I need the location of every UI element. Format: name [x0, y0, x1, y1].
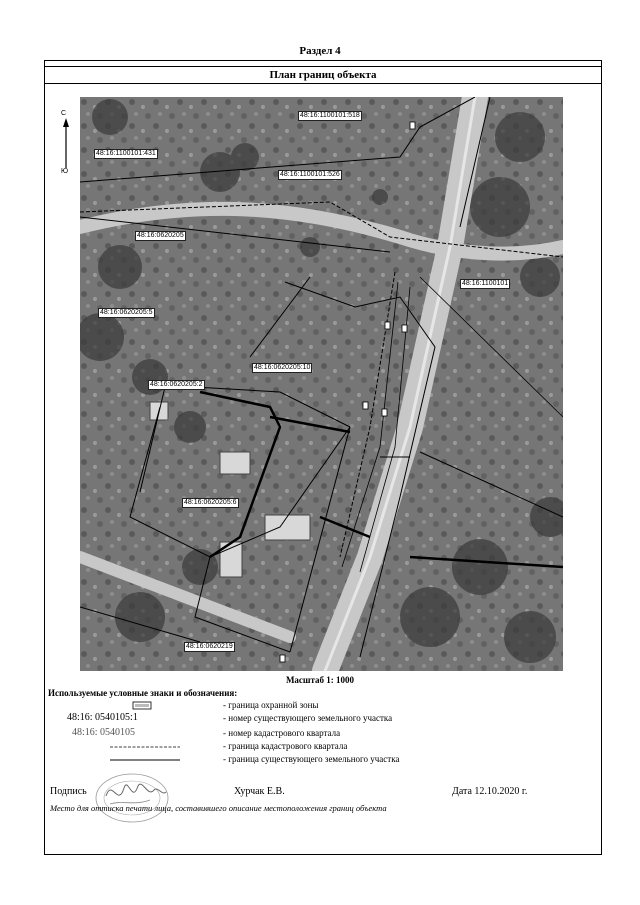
- land-plot-line-icon: [70, 754, 180, 766]
- legend-description: - номер кадастрового квартала: [223, 728, 341, 738]
- signature-stamp-icon: [88, 768, 176, 826]
- legend-description: - номер существующего земельного участка: [223, 713, 393, 723]
- plan-title: План границ объекта: [44, 66, 602, 84]
- aerial-map: [80, 97, 563, 671]
- map-label: 48:16:0620205:10: [254, 364, 311, 371]
- legend-symbol-text: 48:16: 0540105: [72, 727, 136, 738]
- cadastral-quarter-line-icon: [70, 741, 180, 753]
- map-label: 48:16:0620205:6: [184, 499, 237, 506]
- legend-description: - граница охранной зоны: [223, 700, 319, 710]
- stamp-place-note: Место для оттиска печати лица, составившего описание местоположения границ объекта: [50, 803, 387, 813]
- map-label: 48:16:0620205:5: [100, 309, 153, 316]
- map-label: 48:16:0620205: [137, 232, 184, 239]
- map-label: 48:16:1100101:526: [280, 171, 340, 178]
- signature-date: Дата 12.10.2020 г.: [452, 786, 528, 797]
- map-label: 48:16:1100101:518: [300, 112, 360, 119]
- legend-item: [48, 728, 548, 741]
- signer-name: Хурчак Е.В.: [234, 786, 285, 797]
- legend-item: [48, 754, 548, 767]
- compass-south-label: Ю: [61, 168, 69, 175]
- protection-zone-symbol-icon: [70, 700, 180, 712]
- legend-item: [48, 713, 548, 726]
- map-label: 48:16:1100101:431: [96, 150, 156, 157]
- map-label: 48:16:0620205:2: [150, 381, 203, 388]
- legend-item: [48, 741, 548, 754]
- map-scale: Масштаб 1: 1000: [285, 675, 355, 685]
- legend-symbol-text: 48:16: 0540105:1: [67, 712, 138, 723]
- map-label: 48:16:0620219: [186, 643, 233, 650]
- section-title: Раздел 4: [299, 45, 341, 57]
- signature-label: Подпись: [50, 786, 87, 797]
- legend-description: - граница существующего земельного участка: [223, 754, 400, 764]
- legend-description: - граница кадастрового квартала: [223, 741, 348, 751]
- map-label: 48:16:1100101: [462, 280, 509, 287]
- compass: [59, 110, 73, 180]
- legend-title: Используемые условные знаки и обозначения:: [48, 688, 238, 698]
- compass-north-label: С: [61, 110, 67, 117]
